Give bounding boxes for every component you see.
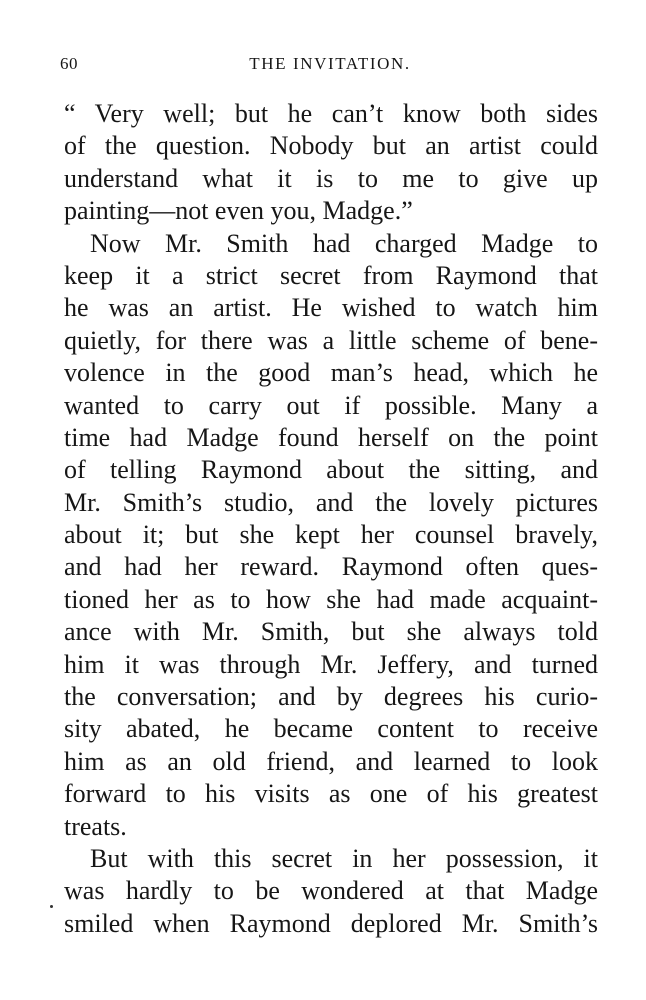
text-line: understand what it is to me to give up [64,163,598,193]
text-line: smiled when Raymond deplored Mr. Smith’s [64,908,598,938]
running-title: THE INVITATION. [249,54,411,73]
text-line: sity abated, he became content to receive [64,714,598,744]
text-line: “ Very well; but he can’t know both sides [64,99,598,128]
text-line: of the question. Nobody but an artist could [64,131,598,161]
print-speck [50,905,53,908]
text-line: of telling Raymond about the sitting, and [64,455,598,485]
text-line: quietly, for there was a little scheme of bene- [64,325,598,355]
text-line: volence in the good man’s head, which he [64,358,598,388]
text-line: painting—not even you, Madge.” [64,196,413,226]
text-line: But with this secret in her possession, it [90,843,598,873]
body-text [64,98,598,940]
text-line: tioned her as to how she had made acquaint- [64,584,598,614]
text-line: ance with Mr. Smith, but she always told [64,617,598,647]
page-number: 60 [60,54,78,73]
page-header [60,54,600,82]
text-line: he was an artist. He wished to watch him [64,293,598,323]
text-line: about it; but she kept her counsel bravely, [64,520,598,550]
text-line: wanted to carry out if possible. Many a [64,390,598,420]
text-line: forward to his visits as one of his greatest [64,779,598,809]
text-line: time had Madge found herself on the point [64,422,598,452]
text-line: the conversation; and by degrees his curio- [64,682,598,712]
text-line: keep it a strict secret from Raymond that [64,260,598,290]
text-line: Mr. Smith’s studio, and the lovely pictures [64,487,598,517]
text-line: him it was through Mr. Jeffery, and turned [64,649,598,679]
text-line: him as an old friend, and learned to look [64,746,598,776]
text-line: and had her reward. Raymond often ques- [64,552,598,582]
text-line: was hardly to be wondered at that Madge [64,876,598,906]
text-line: treats. [64,811,127,841]
text-line: Now Mr. Smith had charged Madge to [90,228,598,258]
